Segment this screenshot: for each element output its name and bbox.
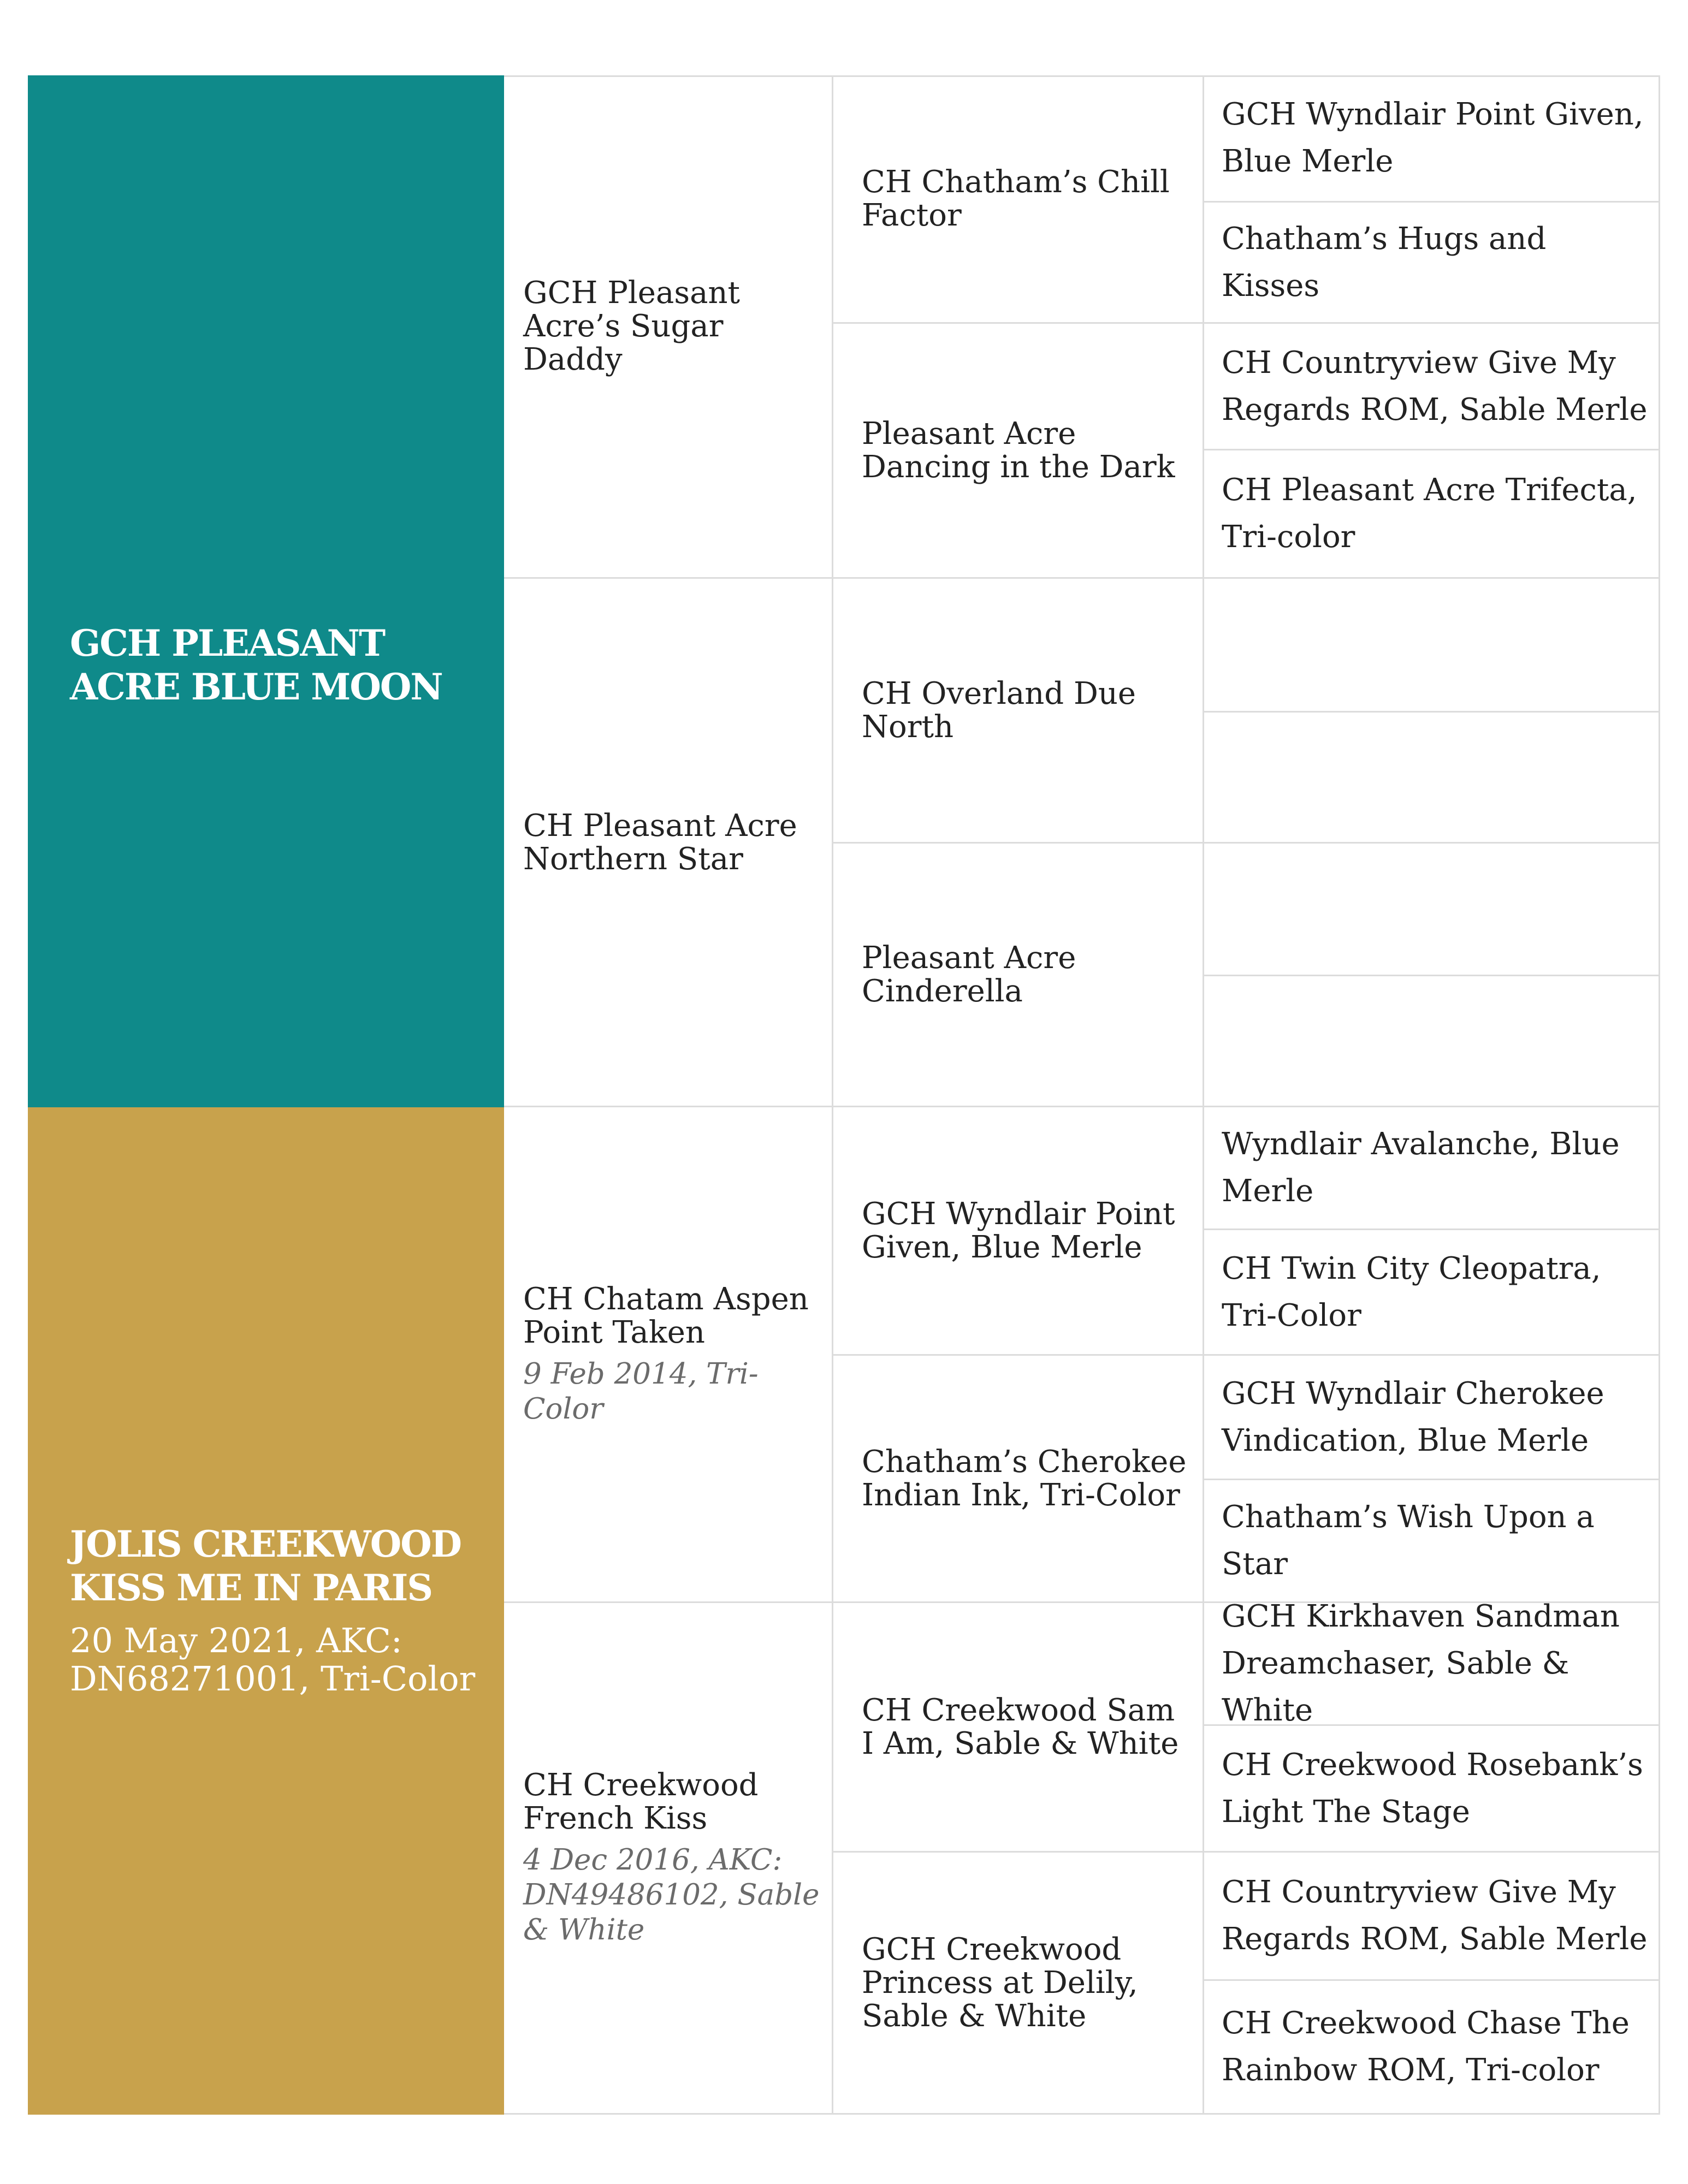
ancestor-name: Chatham’s Wish Upon a Star (1222, 1499, 1595, 1582)
ancestor-name: CH Pleasant Acre Northern Star (523, 808, 797, 877)
pedigree-cell-gen3 (833, 1853, 1204, 2113)
pedigree-cell-gen4 (1204, 1981, 1660, 2113)
ancestor-name: CH Pleasant Acre Trifecta, Tri-color (1222, 472, 1637, 555)
ancestor-name: GCH Creekwood Princess at Delily, Sable & White (862, 1932, 1138, 2034)
ancestor-name: CH Chatham’s Chill Factor (862, 164, 1170, 233)
ancestor-name: Pleasant Acre Cinderella (862, 940, 1076, 1009)
pedigree-cell-gen4 (1204, 844, 1660, 976)
pedigree-cell-gen3 (833, 844, 1204, 1107)
dam-main-block (28, 1107, 504, 2115)
pedigree-cell-gen3 (833, 75, 1204, 324)
pedigree-cell-gen4 (1204, 324, 1660, 450)
ancestor-name: CH Creekwood Chase The Rainbow ROM, Tri-color (1222, 2005, 1630, 2088)
pedigree-cell-gen4 (1204, 713, 1660, 844)
pedigree-cell-gen4 (1204, 1230, 1660, 1356)
pedigree-cell-gen4 (1204, 1480, 1660, 1603)
sire-main-block (28, 75, 504, 1107)
ancestor-name: CH Creekwood Rosebank’s Light The Stage (1222, 1747, 1643, 1830)
ancestor-info: 4 Dec 2016, AKC: DN49486102, Sable & White (523, 1843, 820, 1946)
ancestor-name: GCH Wyndlair Point Given, Blue Merle (862, 1196, 1175, 1265)
pedigree-cell-gen4 (1204, 203, 1660, 324)
pedigree-cell-gen2 (504, 579, 833, 1107)
ancestor-name: CH Overland Due North (862, 676, 1136, 745)
ancestor-name: GCH Wyndlair Cherokee Vindication, Blue Merle (1222, 1375, 1604, 1458)
ancestor-name: Pleasant Acre Dancing in the Dark (862, 416, 1175, 485)
dam-main-info: 20 May 2021, AKC: DN68271001, Tri-Color (70, 1621, 476, 1699)
pedigree-cell-gen4 (1204, 1107, 1660, 1230)
pedigree-cell-gen3 (833, 1356, 1204, 1603)
pedigree-cell-gen2 (504, 75, 833, 579)
pedigree-cell-gen4 (1204, 450, 1660, 579)
pedigree-cell-gen4 (1204, 75, 1660, 203)
ancestor-name: CH Creekwood French Kiss (523, 1767, 759, 1836)
pedigree-cell-gen3 (833, 1107, 1204, 1356)
ancestor-name: Chatham’s Cherokee Indian Ink, Tri-Color (862, 1444, 1187, 1513)
pedigree-cell-gen3 (833, 579, 1204, 844)
pedigree-cell-gen4 (1204, 1599, 1660, 1728)
ancestor-info: 9 Feb 2014, Tri-Color (523, 1357, 759, 1426)
sire-main-name: GCH PLEASANT ACRE BLUE MOON (70, 622, 442, 708)
ancestor-name: Chatham’s Hugs and Kisses (1222, 221, 1547, 304)
pedigree-cell-gen2 (504, 1107, 833, 1603)
ancestor-name: CH Chatam Aspen Point Taken (523, 1281, 809, 1350)
pedigree-cell-gen2 (504, 1603, 833, 2113)
ancestor-name: Wyndlair Avalanche, Blue Merle (1222, 1126, 1620, 1209)
pedigree-cell-gen4 (1204, 1726, 1660, 1853)
dam-main-name: JOLIS CREEKWOOD KISS ME IN PARIS (70, 1523, 461, 1609)
ancestor-name: CH Countryview Give My Regards ROM, Sable Merle (1222, 345, 1648, 428)
ancestor-name: CH Creekwood Sam I Am, Sable & White (862, 1693, 1179, 1761)
pedigree-cell-gen3 (833, 324, 1204, 579)
ancestor-name: CH Countryview Give My Regards ROM, Sable Merle (1222, 1874, 1648, 1957)
pedigree-cell-gen3 (833, 1603, 1204, 1853)
pedigree-cell-gen4 (1204, 579, 1660, 713)
ancestor-name: GCH Kirkhaven Sandman Dreamchaser, Sable & White (1222, 1599, 1620, 1728)
ancestor-name: GCH Wyndlair Point Given, Blue Merle (1222, 97, 1644, 179)
pedigree-cell-gen4 (1204, 1356, 1660, 1480)
ancestor-name: GCH Pleasant Acre’s Sugar Daddy (523, 275, 741, 377)
pedigree-cell-gen4 (1204, 1853, 1660, 1981)
ancestor-name: CH Twin City Cleopatra, Tri-Color (1222, 1250, 1601, 1333)
pedigree-cell-gen4 (1204, 976, 1660, 1107)
